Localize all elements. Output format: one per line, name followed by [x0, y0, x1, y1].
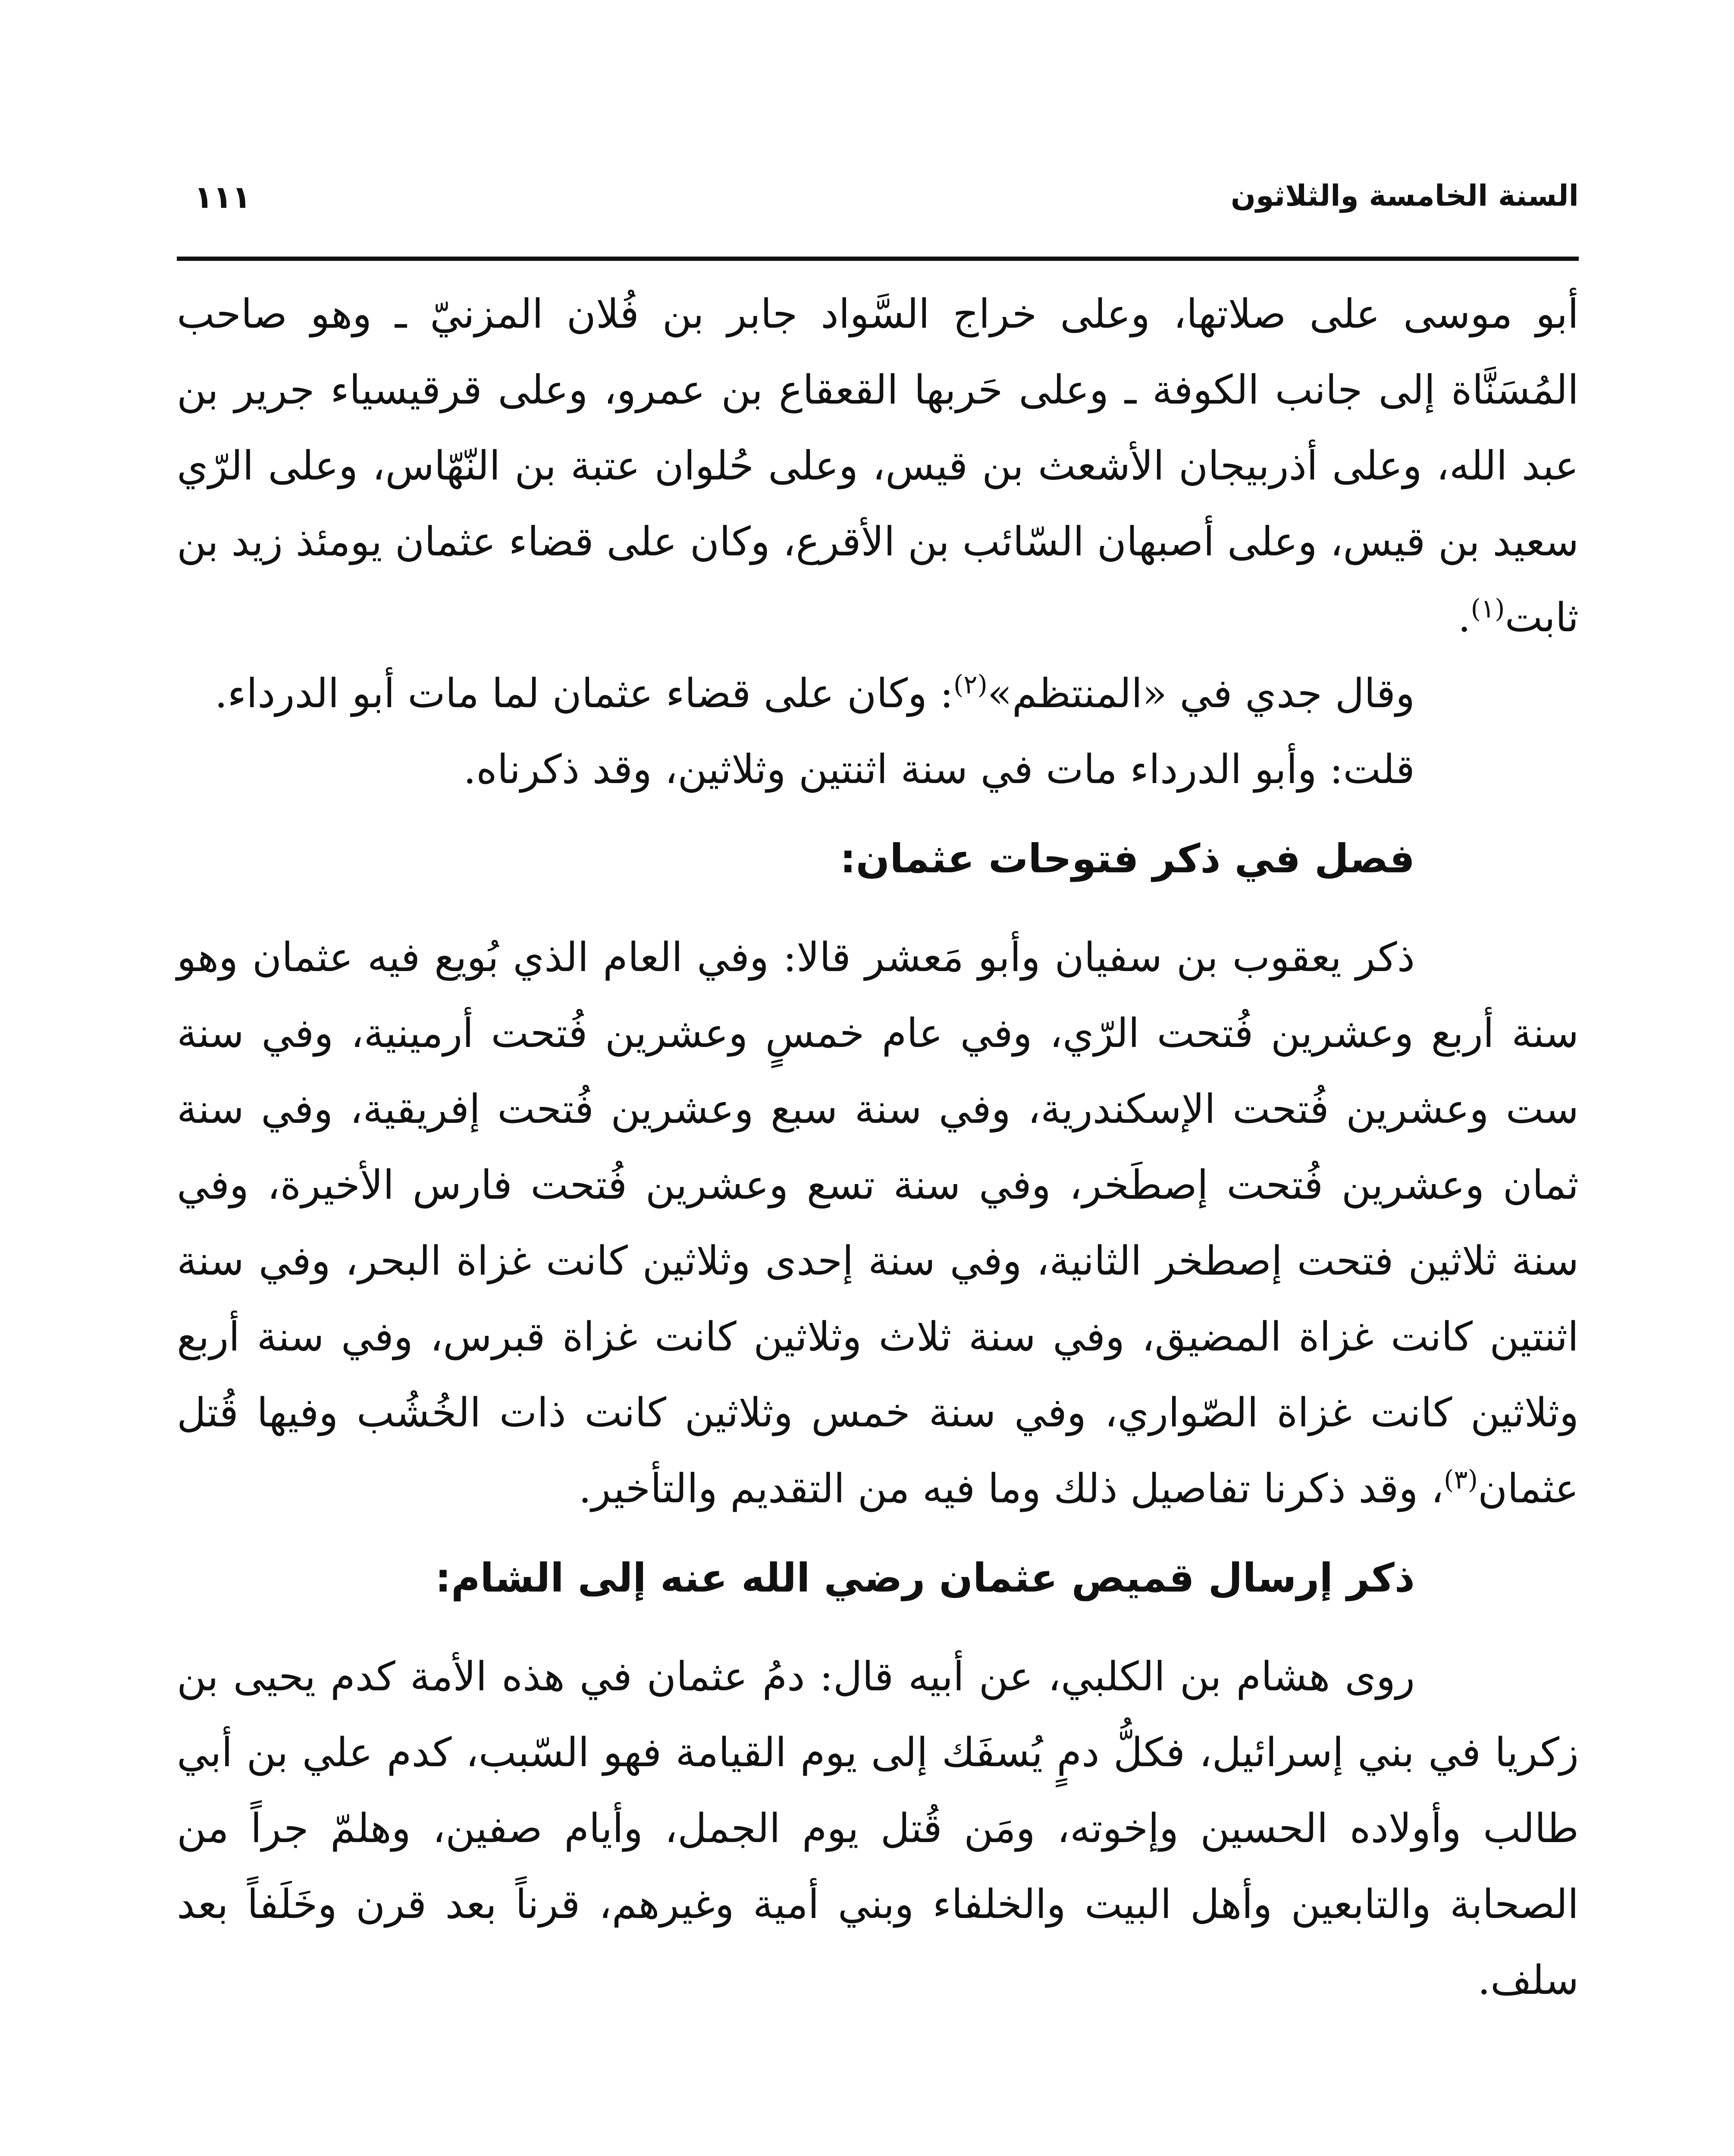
paragraph-4-text: ذكر يعقوب بن سفيان وأبو مَعشر قالا: وفي العام الذي بُويع فيه عثمان وهو سنة أربع وعشرين فُتحت الرّي، وفي عام خمسٍ وعشرين فُتحت أرمينية، وفي سنة ست وعشرين فُتحت الإسكندرية، وفي سنة سبع وعشرين فُتحت إفريقية، وفي سنة ثمان وعشرين فُتحت إصطَخر، وفي سنة تسع وعشرين فُتحت فارس الأخيرة، وفي سنة ثلاثين فتحت إصطخر الثانية، وفي سنة إحدى وثلاثين كانت غزاة البحر، وفي سنة اثنتين كانت غزاة المضيق، وفي سنة ثلاث وثلاثين كانت غزاة قبرس، وفي سنة أربع وثلاثين كانت غزاة الصّواري، وفي سنة خمس وثلاثين كانت ذات الخُشُب وفيها قُتل عثمان: [177, 934, 1579, 1512]
running-title: السنة الخامسة والثلاثون: [1230, 179, 1579, 213]
section-heading-conquests: فصل في ذكر فتوحات عثمان:: [840, 836, 1415, 882]
paragraph-3: قلت: وأبو الدرداء مات في سنة اثنتين وثلاثين، وقد ذكرناه.: [463, 746, 1415, 793]
paragraph-5: روى هشام بن الكلبي، عن أبيه قال: دمُ عثمان في هذه الأمة كدم يحيى بن زكريا في بني إسرائيل، فكلُّ دمٍ يُسفَك إلى يوم القيامة فهو السّبب، كدم علي بن أبي طالب وأولاده الحسين وإخوته، ومَن قُتل يوم الجمل، وأيام صفين، وهلمّ جراً من الصحابة والتابعين وأهل البيت والخلفاء وبني أمية وغيرهم، قرناً بعد قرن وخَلَفاً بعد سلف.: [177, 1653, 1579, 2003]
paragraph-1-end: .: [1458, 594, 1471, 641]
page-header: [177, 170, 1579, 261]
paragraph-2-text-a: وقال جدي في «المنتظم»: [987, 670, 1415, 717]
paragraph-1-text: أبو موسى على صلاتها، وعلى خراج السَّواد جابر بن فُلان المزنيّ ـ وهو صاحب المُسَنَّاة إلى جانب الكوفة ـ وعلى حَربها القعقاع بن عمرو، وعلى قرقيسياء جرير بن عبد الله، وعلى أذربيجان الأشعث بن قيس، وعلى حُلوان عتبة بن النّهّاس، وعلى الرّي سعيد بن قيس، وعلى أصبهان السّائب بن الأقرع، وكان على قضاء عثمان يومئذ زيد بن ثابت: [177, 291, 1579, 641]
footnote-ref-1[interactable]: (١): [1471, 594, 1505, 624]
main-text: [177, 276, 1579, 2018]
page-number: ١١١: [194, 179, 251, 215]
footnote-ref-3[interactable]: (٣): [1443, 1465, 1478, 1495]
paragraph-2: [177, 655, 1579, 731]
paragraph-4-end: ، وقد ذكرنا تفاصيل ذلك وما فيه من التقديم والتأخير.: [578, 1465, 1444, 1512]
paragraph-4: [177, 919, 1579, 1526]
section-heading-shirt: ذكر إرسال قميص عثمان رضي الله عنه إلى الشام:: [435, 1555, 1415, 1601]
paragraph-2-text-b: : وكان على قضاء عثمان لما مات أبو الدرداء.: [214, 670, 953, 717]
footnote-ref-2[interactable]: (٢): [953, 670, 988, 700]
paragraph-1: [177, 276, 1579, 655]
